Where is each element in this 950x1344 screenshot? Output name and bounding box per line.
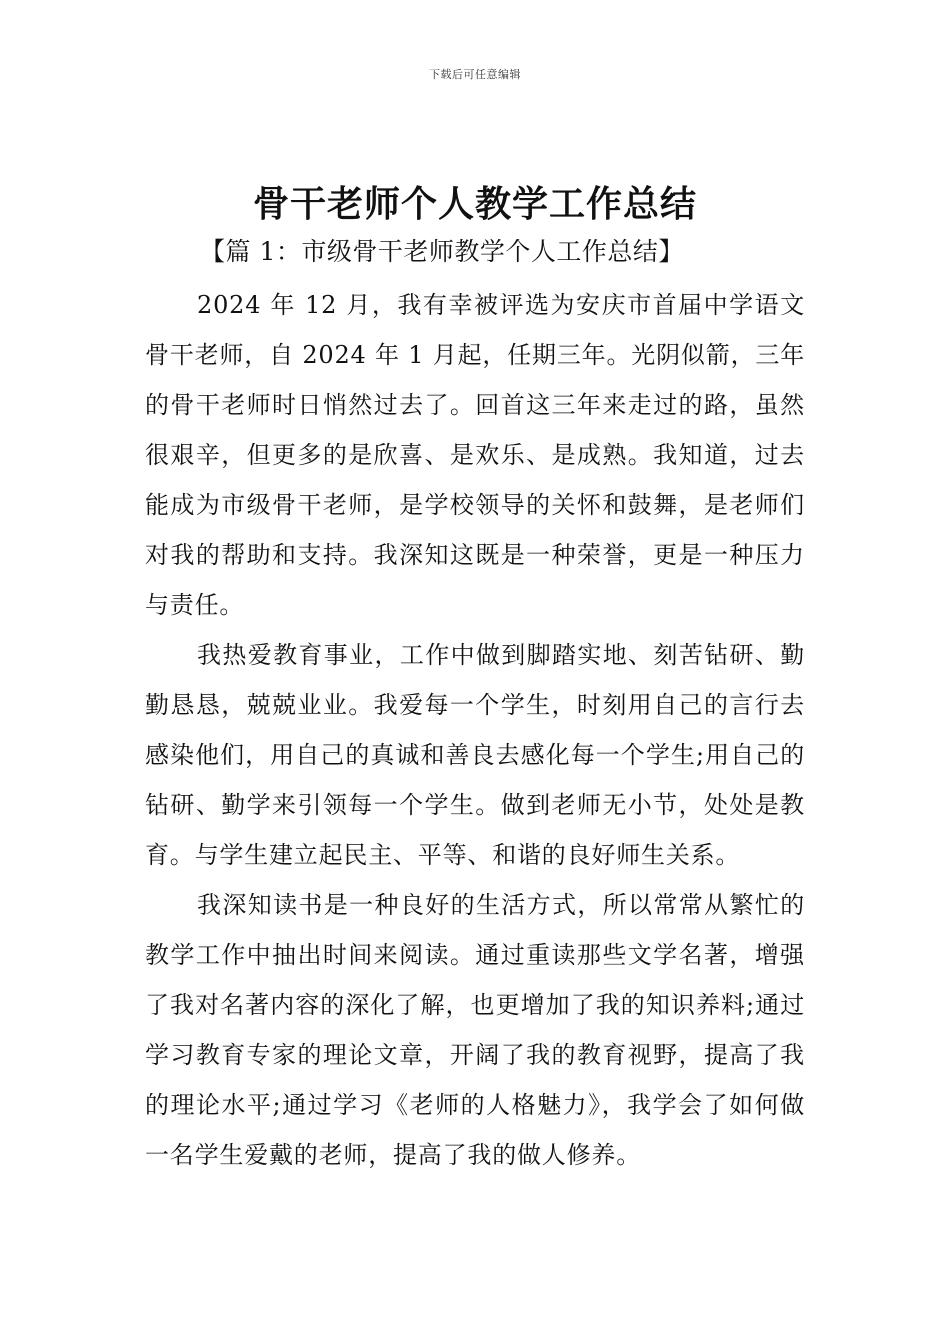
section-heading: 【篇 1：市级骨干老师教学个人工作总结】: [200, 237, 684, 266]
paragraph-3: 我深知读书是一种良好的生活方式，所以常常从繁忙的教学工作中抽出时间来阅读。通过重读那些文学名著，增强了我对名著内容的深化了解，也更增加了我的知识养料;通过学习教育专家的理论文章，开阔了我的教育视野，提高了我的理论水平;通过学习《老师的人格魅力》，我学会了如何做一名学生爱戴的老师，提高了我的做人修养。: [145, 891, 805, 1169]
header-note: 下载后可任意编辑: [429, 68, 521, 81]
paragraph-2: 我热爱教育事业，工作中做到脚踏实地、刻苦钻研、勤勤恳恳，兢兢业业。我爱每一个学生，时刻用自己的言行去感染他们，用自己的真诚和善良去感化每一个学生;用自己的钻研、勤学来引领每一个学生。做到老师无小节，处处是教育。与学生建立起民主、平等、和谐的良好师生关系。: [145, 641, 805, 869]
document-title: 骨干老师个人教学工作总结: [252, 184, 697, 225]
paragraph-1: 2024 年 12 月，我有幸被评选为安庆市首届中学语文骨干老师，自 2024 年 1 月起，任期三年。光阴似箭，三年的骨干老师时日悄然过去了。回首这三年来走过的路，虽然很艰辛，但更多的是欣喜、是欢乐、是成熟。我知道，过去能成为市级骨干老师，是学校领导的关怀和鼓舞，是老师们对我的帮助和支持。我深知这既是一种荣誉，更是一种压力与责任。: [145, 291, 805, 619]
body-text: [145, 280, 805, 1180]
